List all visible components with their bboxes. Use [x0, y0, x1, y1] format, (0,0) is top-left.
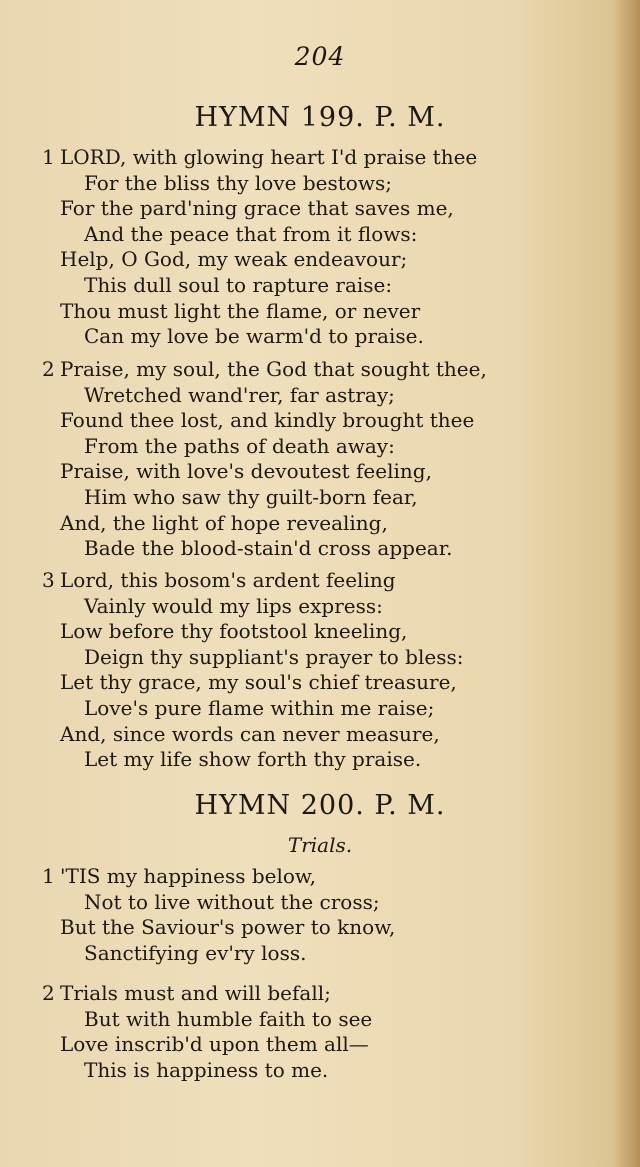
verse-line: But the Saviour's power to know,	[60, 915, 396, 940]
verse-line: For the bliss thy love bestows;	[84, 170, 392, 195]
verse-line: Low before thy footstool kneeling,	[60, 619, 408, 644]
verse-line: And, the light of hope revealing,	[60, 510, 388, 535]
hymn-200-subtitle: Trials.	[287, 833, 353, 857]
verse-line: Not to live without the cross;	[84, 889, 380, 914]
hymn-199-stanza-3	[42, 568, 464, 773]
hymn-200-stanza-2	[42, 981, 373, 1083]
stanza-number: 2	[42, 981, 55, 1005]
verse-line: This dull soul to rapture raise:	[84, 272, 393, 297]
verse-line: Praise, my soul, the God that sought thee,	[60, 357, 487, 381]
verse-line: Trials must and will befall;	[60, 981, 331, 1005]
stanza-number: 3	[42, 568, 55, 592]
verse-line: Thou must light the flame, or never	[60, 298, 421, 323]
verse-line: From the paths of death away:	[84, 433, 395, 458]
verse-line: Vainly would my lips express:	[84, 593, 383, 618]
verse-line: But with humble faith to see	[84, 1006, 373, 1031]
hymn-200-title: HYMN 200. P. M.	[194, 790, 446, 821]
verse-line: Lord, this bosom's ardent feeling	[60, 568, 396, 592]
verse-line: This is happiness to me.	[84, 1057, 329, 1082]
verse-line: Love's pure flame within me raise;	[84, 695, 435, 720]
verse-line: Sanctifying ev'ry loss.	[84, 940, 307, 965]
verse-line: Wretched wand'rer, far astray;	[84, 382, 395, 407]
verse-line: For the pard'ning grace that saves me,	[60, 196, 454, 221]
verse-line: Help, O God, my weak endeavour;	[60, 247, 408, 272]
verse-line: And the peace that from it flows:	[84, 221, 418, 246]
verse-line: Him who saw thy guilt-born fear,	[84, 484, 418, 509]
verse-line: Found thee lost, and kindly brought thee	[60, 408, 475, 433]
stanza-number: 1	[42, 864, 55, 888]
verse-line: Praise, with love's devoutest feeling,	[60, 459, 432, 484]
page-number: 204	[294, 42, 346, 71]
hymn-199-title: HYMN 199. P. M.	[194, 102, 446, 133]
hymn-199-stanza-1	[42, 145, 478, 350]
verse-line: Let my life show forth thy praise.	[84, 747, 422, 772]
verse-line: 'TIS my happiness below,	[60, 864, 317, 888]
verse-line: Can my love be warm'd to praise.	[84, 324, 424, 349]
stanza-number: 2	[42, 357, 55, 381]
verse-line: Let thy grace, my soul's chief treasure,	[60, 670, 457, 695]
verse-line: Deign thy suppliant's prayer to bless:	[84, 644, 464, 669]
verse-line: Bade the blood-stain'd cross appear.	[84, 536, 453, 561]
verse-line: Love inscrib'd upon them all—	[60, 1032, 369, 1057]
stanza-number: 1	[42, 145, 55, 169]
verse-line: LORD, with glowing heart I'd praise thee	[60, 145, 478, 169]
verse-line: And, since words can never measure,	[60, 721, 440, 746]
hymn-200-stanza-1	[42, 864, 396, 966]
page-edge-shadow	[612, 0, 640, 1167]
hymn-199-stanza-2	[42, 357, 487, 562]
